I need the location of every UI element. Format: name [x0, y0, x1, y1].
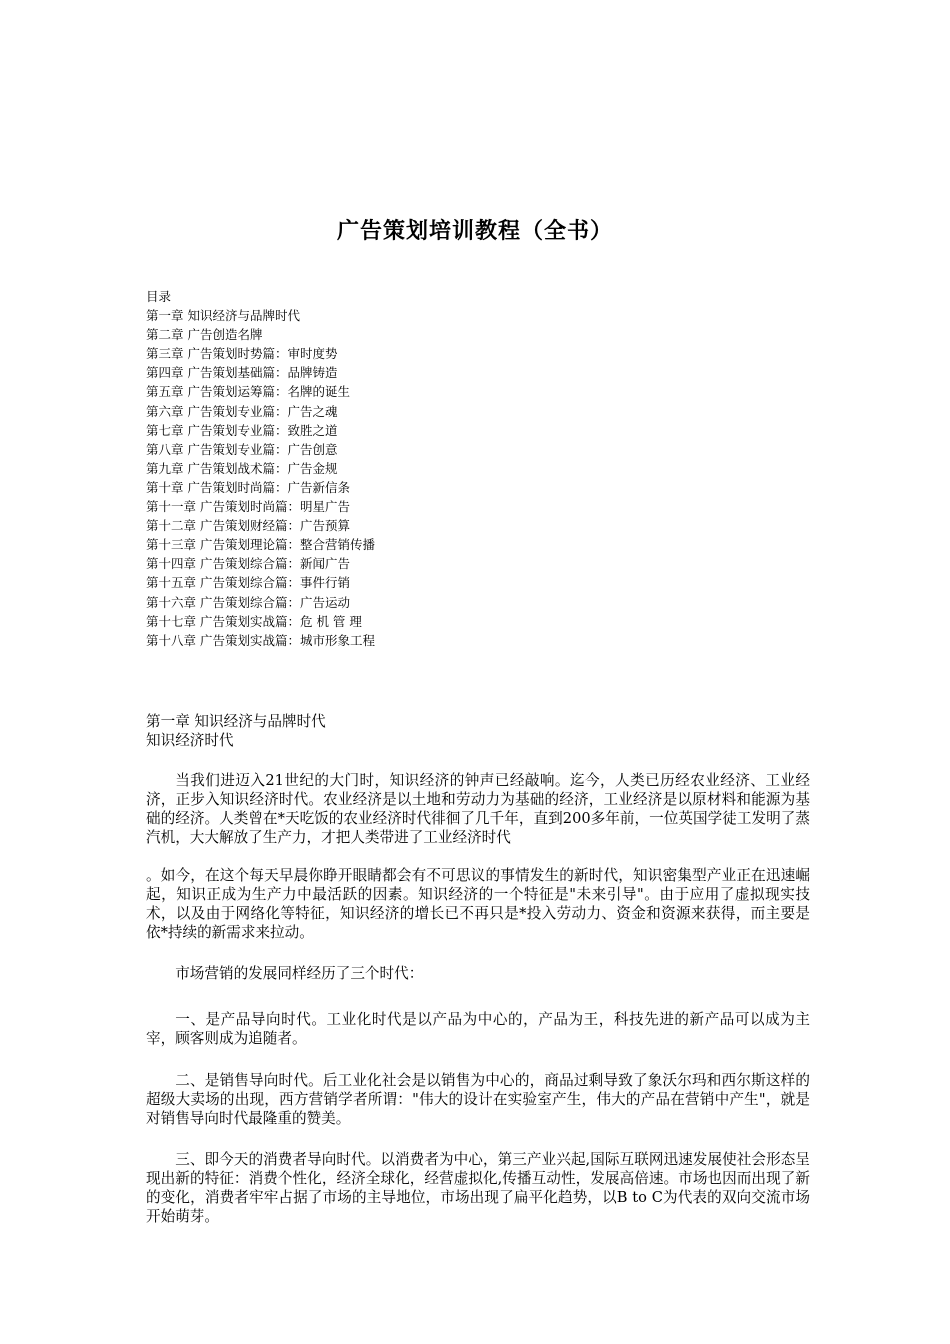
toc-item: 第七章 广告策划专业篇：致胜之道: [146, 422, 338, 438]
toc-item: 第五章 广告策划运筹篇：名牌的诞生: [146, 384, 350, 400]
toc-item: 第一章 知识经济与品牌时代: [146, 308, 300, 324]
toc-item: 第十四章 广告策划综合篇：新闻广告: [146, 556, 350, 572]
toc-item: 第四章 广告策划基础篇：品牌铸造: [146, 365, 338, 381]
body-paragraph: 一、是产品导向时代。工业化时代是以产品为中心的，产品为王，科技先进的新产品可以成为主宰，顾客则成为追随者。: [146, 1011, 810, 1048]
section-title: 知识经济时代: [146, 732, 234, 750]
table-of-contents: [146, 287, 375, 650]
toc-item: 第十二章 广告策划财经篇：广告预算: [146, 518, 350, 534]
toc-item: 第十七章 广告策划实战篇：危 机 管 理: [146, 613, 362, 629]
toc-item: 第六章 广告策划专业篇：广告之魂: [146, 403, 338, 419]
toc-item: 第十五章 广告策划综合篇：事件行销: [146, 575, 350, 591]
toc-item: 第九章 广告策划战术篇：广告金规: [146, 460, 338, 476]
body-paragraph: 二、是销售导向时代。后工业化社会是以销售为中心的，商品过剩导致了象沃尔玛和西尔斯这样的超级大卖场的出现，西方营销学者所谓："伟大的设计在实验室产生，伟大的产品在营销中产生"，就是对销售导向时代最隆重的赞美。: [146, 1072, 810, 1128]
toc-item: 第八章 广告策划专业篇：广告创意: [146, 441, 338, 457]
body-paragraph: 当我们进迈入21世纪的大门时，知识经济的钟声已经敲响。迄今，人类已历经农业经济、工业经济，正步入知识经济时代。农业经济是以土地和劳动力为基础的经济，工业经济是以原材料和能源为基础的经济。人类曾在*天吃饭的农业经济时代徘徊了几千年，直到200多年前，一位英国学徒工发明了蒸汽机，大大解放了生产力，才把人类带进了工业经济时代: [146, 772, 810, 847]
chapter-title: 第一章 知识经济与品牌时代: [146, 713, 326, 730]
toc-item: 第十一章 广告策划时尚篇：明星广告: [146, 499, 350, 515]
body-paragraph: 。如今，在这个每天早晨你睁开眼睛都会有不可思议的事情发生的新时代，知识密集型产业正在迅速崛起，知识正成为生产力中最活跃的因素。知识经济的一个特征是"未来引导"。由于应用了虚拟现实技术，以及由于网络化等特征，知识经济的增长已不再只是*投入劳动力、资金和资源来获得，而主要是依*持续的新需求来拉动。: [146, 867, 810, 942]
chapter-heading-block: [146, 712, 808, 750]
body-paragraph: 市场营销的发展同样经历了三个时代：: [175, 965, 424, 982]
toc-item: 第二章 广告创造名牌: [146, 327, 263, 343]
toc-item: 第三章 广告策划时势篇：审时度势: [146, 346, 338, 362]
toc-item: 第十八章 广告策划实战篇：城市形象工程: [146, 632, 375, 648]
toc-item: 第十三章 广告策划理论篇：整合营销传播: [146, 537, 375, 553]
toc-item: 第十章 广告策划时尚篇：广告新信条: [146, 479, 350, 495]
toc-heading: 目录: [146, 289, 172, 304]
toc-item: 第十六章 广告策划综合篇：广告运动: [146, 594, 350, 610]
body-paragraph: 三、即今天的消费者导向时代。以消费者为中心，第三产业兴起,国际互联网迅速发展使社会形态呈现出新的特征：消费个性化，经济全球化，经营虚拟化,传播互动性，发展高倍速。市场也因而出现了新的变化，消费者牢牢占据了市场的主导地位，市场出现了扁平化趋势，以B to C为代表的双向交流市场开始萌芽。: [146, 1151, 810, 1226]
document-title: 广告策划培训教程（全书）: [336, 218, 613, 244]
